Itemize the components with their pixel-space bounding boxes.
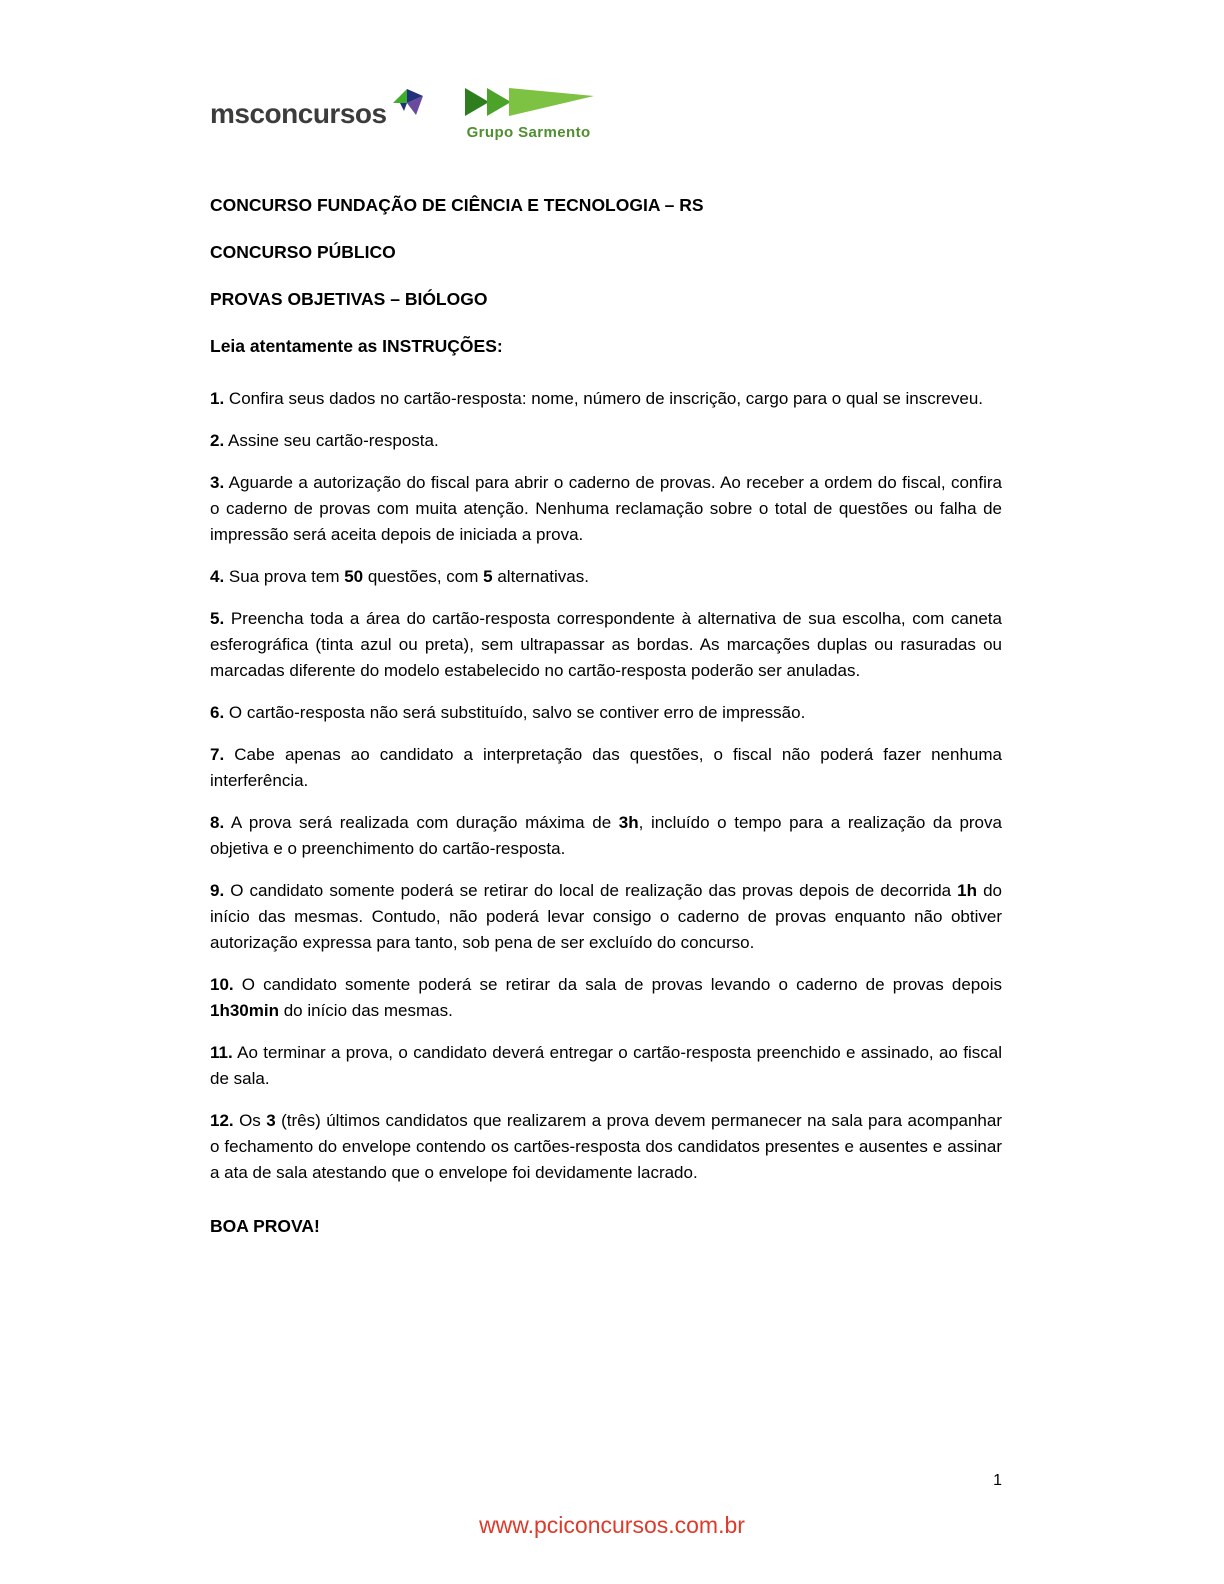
instruction-number: 9. — [210, 881, 225, 900]
instruction-text: (três) últimos candidatos que realizarem a prova devem permanecer na sala para acompanhar o fechamento do envelope contendo os cartões-resposta dos candidatos presentes e ausentes e assinar a ata de sala atestando que o envelope foi devidamente lacrado. — [210, 1111, 1002, 1182]
instruction-item — [210, 606, 1002, 684]
title-provas-objetivas: PROVAS OBJETIVAS – BIÓLOGO — [210, 289, 488, 309]
instruction-number: 11. — [210, 1043, 233, 1062]
instruction-number: 12. — [210, 1111, 234, 1130]
msconcursos-wordmark: msconcursos — [210, 98, 387, 129]
instruction-text: Os — [239, 1111, 267, 1130]
instruction-text: , incluído o tempo para a realização da prova objetiva e o preenchimento do cartão-resposta. — [210, 813, 1002, 858]
instruction-number: 7. — [210, 745, 225, 764]
instruction-number: 1. — [210, 389, 225, 408]
instruction-item — [210, 470, 1002, 548]
instructions-heading: Leia atentamente as INSTRUÇÕES: — [210, 336, 503, 356]
document-content — [0, 146, 1224, 1237]
msconcursos-logo — [210, 86, 427, 128]
instruction-bold-text: 5 — [483, 567, 493, 586]
instruction-text: Ao terminar a prova, o candidato deverá entregar o cartão-resposta preenchido e assinado, ao fiscal de sala. — [210, 1043, 1002, 1088]
instruction-item — [210, 700, 1002, 726]
instruction-item — [210, 564, 1002, 590]
instruction-text: Cabe apenas ao candidato a interpretação das questões, o fiscal não poderá fazer nenhuma interferência. — [210, 745, 1002, 790]
instruction-text: Preencha toda a área do cartão-resposta correspondente à alternativa de sua escolha, com caneta esferográfica (tinta azul ou preta), sem ultrapassar as bordas. As marcações duplas ou rasuradas ou marcadas diferente do modelo estabelecido no cartão-resposta poderão ser anuladas. — [210, 609, 1002, 680]
instruction-number: 10. — [210, 975, 234, 994]
page-number: 1 — [993, 1472, 1002, 1489]
instruction-number: 3. — [210, 473, 225, 492]
instruction-number: 4. — [210, 567, 225, 586]
instruction-bold-text: 50 — [344, 567, 364, 586]
closing-message: BOA PROVA! — [210, 1216, 320, 1236]
instruction-item — [210, 742, 1002, 794]
instruction-text: Confira seus dados no cartão-resposta: nome, número de inscrição, cargo para o qual se inscreveu. — [228, 389, 983, 408]
instruction-text: questões, com — [363, 567, 484, 586]
instruction-item — [210, 386, 1002, 412]
instruction-text: O candidato somente poderá se retirar do local de realização das provas depois de decorrida — [230, 881, 958, 900]
instruction-item — [210, 972, 1002, 1024]
logo-row — [0, 0, 1224, 146]
instruction-text: Assine seu cartão-resposta. — [227, 431, 439, 450]
instructions-list — [210, 386, 1002, 1186]
instruction-text: O candidato somente poderá se retirar da sala de provas levando o caderno de provas depois — [241, 975, 1002, 994]
instruction-item — [210, 878, 1002, 956]
instruction-item — [210, 1040, 1002, 1092]
instruction-number: 2. — [210, 431, 225, 450]
instruction-item — [210, 1108, 1002, 1186]
msconcursos-pinwheel-icon — [389, 86, 427, 124]
instruction-text: Sua prova tem — [228, 567, 345, 586]
title-concurso-publico: CONCURSO PÚBLICO — [210, 242, 396, 262]
instruction-bold-text: 1h — [957, 881, 978, 900]
title-concurso: CONCURSO FUNDAÇÃO DE CIÊNCIA E TECNOLOGIA – RS — [210, 195, 704, 215]
instruction-text: do início das mesmas. — [278, 1001, 453, 1020]
instruction-number: 8. — [210, 813, 225, 832]
grupo-sarmento-wordmark: Grupo Sarmento — [466, 124, 591, 141]
instruction-number: 6. — [210, 703, 225, 722]
instruction-text: Aguarde a autorização do fiscal para abrir o caderno de provas. Ao receber a ordem do fiscal, confira o caderno de provas com muita atenção. Nenhuma reclamação sobre o total de questões ou falha de impressão será aceita depois de iniciada a prova. — [210, 473, 1002, 544]
footer-link[interactable]: www.pciconcursos.com.br — [479, 1512, 745, 1538]
grupo-sarmento-logo — [465, 86, 597, 141]
instruction-text: do início das mesmas. Contudo, não poderá levar consigo o caderno de provas enquanto não obtiver autorização expressa para tanto, sob pena de ser excluído do concurso. — [210, 881, 1002, 952]
instruction-bold-text: 3h — [618, 813, 639, 832]
instruction-text: A prova será realizada com duração máxima de — [230, 813, 619, 832]
instruction-number: 5. — [210, 609, 225, 628]
instruction-item — [210, 810, 1002, 862]
instruction-item — [210, 428, 1002, 454]
instruction-text: O cartão-resposta não será substituído, salvo se contiver erro de impressão. — [228, 703, 806, 722]
instruction-bold-text: 1h30min — [210, 1001, 279, 1020]
grupo-sarmento-arrows-icon — [465, 86, 597, 120]
footer — [0, 1512, 1224, 1539]
instruction-text: alternativas. — [492, 567, 589, 586]
instruction-bold-text: 3 — [266, 1111, 276, 1130]
